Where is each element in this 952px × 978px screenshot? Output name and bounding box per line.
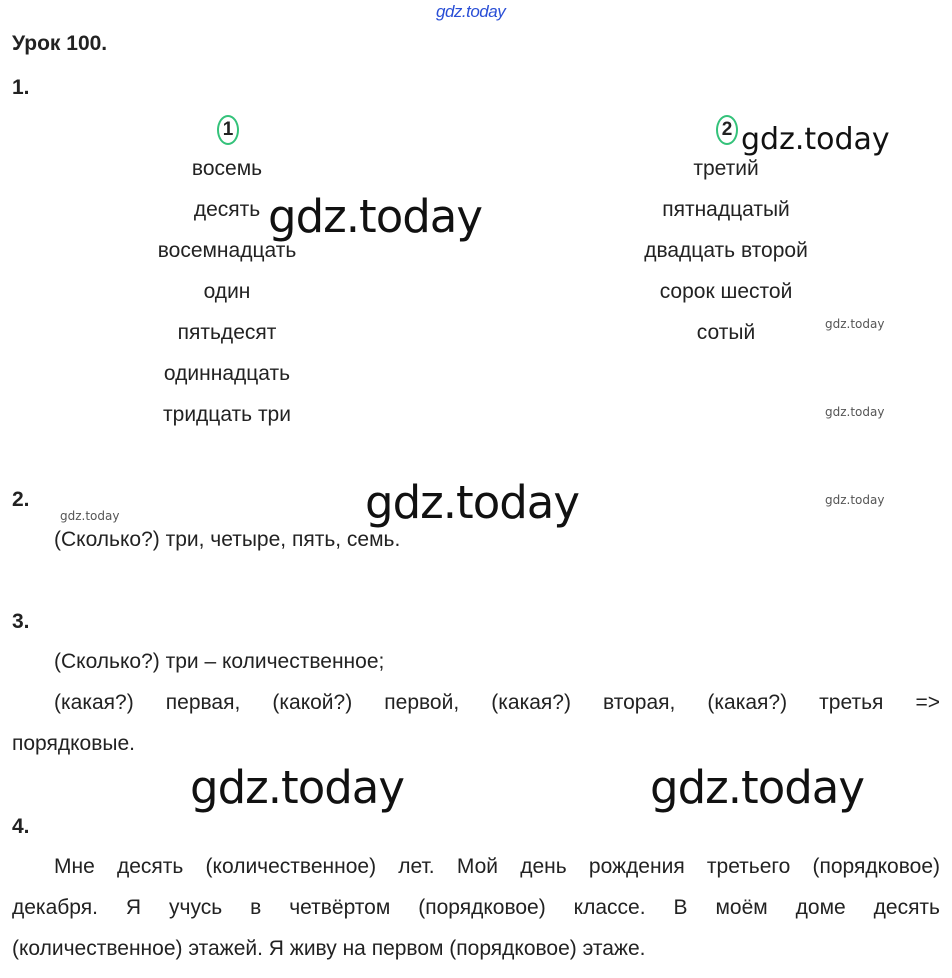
task-4-line: (количественное) этажей. Я живу на первом (порядковое) этаже. <box>12 937 646 960</box>
column-1-word: десять <box>193 198 261 221</box>
task-2-answer: (Сколько?) три, четыре, пять, семь. <box>54 528 401 551</box>
column-2-word: двадцать второй <box>644 239 808 262</box>
watermark: gdz.today <box>650 761 865 814</box>
watermark: gdz.today <box>365 476 580 529</box>
watermark: gdz.today <box>190 761 405 814</box>
watermark: gdz.today <box>268 190 483 243</box>
column-2-word: третий <box>693 157 759 180</box>
watermark: gdz.today <box>825 493 885 507</box>
watermark: gdz.today <box>741 122 890 157</box>
column-1-word: одиннадцать <box>163 362 291 385</box>
column-2-word: пятнадцатый <box>662 198 790 221</box>
task-4-number: 4. <box>12 815 30 838</box>
watermark: gdz.today <box>825 317 885 331</box>
task-1-number: 1. <box>12 76 30 99</box>
watermark: gdz.today <box>60 509 120 523</box>
watermark: gdz.today <box>825 405 885 419</box>
lesson-title: Урок 100. <box>12 32 108 55</box>
task-4-line: декабря. Я учусь в четвёртом (порядковое) классе. В моём доме десять <box>12 896 940 919</box>
task-4-line: Мне десять (количественное) лет. Мой день рождения третьего (порядковое) <box>54 855 940 878</box>
column-1-word: пятьдесят <box>177 321 277 344</box>
column-2-label: 2 <box>716 115 738 145</box>
column-2-word: сотый <box>696 321 756 344</box>
column-1-word: один <box>203 280 251 303</box>
task-2-number: 2. <box>12 488 30 511</box>
column-1-label: 1 <box>217 115 239 145</box>
task-3-line: (какая?) первая, (какой?) первой, (какая?) вторая, (какая?) третья => <box>54 691 940 714</box>
column-1-word: восемнадцать <box>157 239 297 262</box>
column-1-word: восемь <box>191 157 263 180</box>
watermark-top: gdz.today <box>436 2 506 21</box>
task-3-number: 3. <box>12 610 30 633</box>
column-2-word: сорок шестой <box>659 280 793 303</box>
task-3-line: порядковые. <box>12 732 135 755</box>
task-3-line: (Сколько?) три – количественное; <box>54 650 385 673</box>
column-1-word: тридцать три <box>163 403 291 426</box>
